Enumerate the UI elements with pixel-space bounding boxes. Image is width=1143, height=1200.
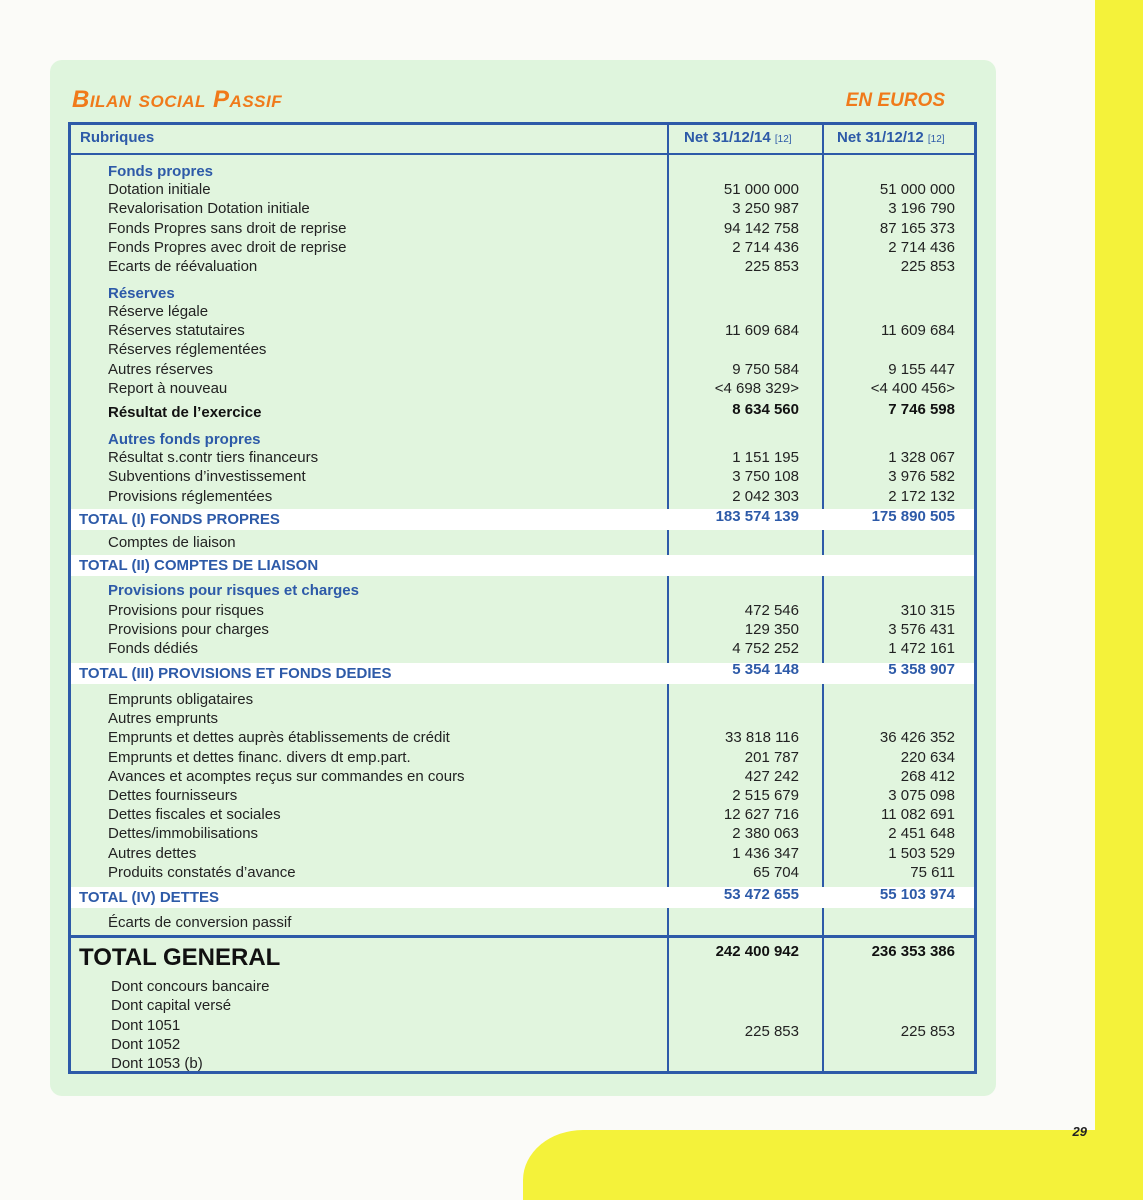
section-heading-row (71, 284, 974, 303)
row-label: Emprunts obligataires (108, 691, 254, 708)
value-2014: 94 142 758 (723, 220, 799, 237)
value-2014: 9 750 584 (732, 361, 799, 378)
value-2012: 75 611 (910, 864, 955, 881)
total-general-row (71, 943, 974, 973)
value-2012: 3 196 790 (888, 200, 955, 217)
row-label: Provisions pour risques et charges (108, 582, 359, 599)
row-label: TOTAL (III) PROVISIONS ET FONDS DEDIES (79, 665, 392, 682)
row-label: Dont 1052 (111, 1036, 181, 1053)
row-label: Fonds Propres avec droit de reprise (108, 239, 347, 256)
row-label: TOTAL GENERAL (79, 944, 281, 971)
header-net-2014: Net 31/12/14 [12] (684, 129, 792, 146)
table-row (71, 748, 974, 767)
value-2012: 51 000 000 (879, 181, 955, 198)
row-label: Emprunts et dettes financ. divers dt emp.part. (108, 749, 411, 766)
value-2014: 11 609 684 (725, 322, 799, 339)
row-label: Autres emprunts (108, 710, 219, 727)
row-label: Dettes/immobilisations (108, 825, 259, 842)
value-2012: 3 576 431 (888, 621, 955, 638)
row-label: Dotation initiale (108, 181, 211, 198)
table-row (71, 824, 974, 843)
total-general-divider (71, 935, 974, 938)
value-2014: 12 627 716 (723, 806, 799, 823)
value-2014: 5 354 148 (732, 661, 799, 678)
balance-table (68, 122, 977, 1074)
value-2012: 1 503 529 (888, 845, 955, 862)
page-number: 29 (1072, 1124, 1087, 1139)
total-row (71, 555, 974, 576)
row-label: Ecarts de réévaluation (108, 258, 258, 275)
value-2014: 225 853 (744, 258, 799, 275)
row-label: Fonds dédiés (108, 640, 199, 657)
table-row (71, 180, 974, 199)
value-2012: 225 853 (900, 258, 955, 275)
table-row (71, 1054, 974, 1073)
value-2014: 242 400 942 (715, 943, 799, 960)
value-2014: 2 380 063 (732, 825, 799, 842)
table-row (71, 805, 974, 824)
table-row (71, 767, 974, 786)
value-2012: 175 890 505 (871, 508, 955, 525)
row-label: Provisions réglementées (108, 488, 273, 505)
table-row (71, 709, 974, 728)
table-row (71, 996, 974, 1015)
table-row (71, 601, 974, 620)
panel-title: Bilan social Passif (72, 86, 283, 113)
row-label: Fonds propres (108, 163, 214, 180)
table-row (71, 863, 974, 882)
value-2012: 1 472 161 (888, 640, 955, 657)
value-2012: 36 426 352 (879, 729, 955, 746)
table-row (71, 639, 974, 658)
table-row (71, 379, 974, 398)
section-heading-row (71, 430, 974, 449)
table-row (71, 257, 974, 276)
value-2012: 268 412 (900, 768, 955, 785)
row-label: Autres dettes (108, 845, 197, 862)
table-row (71, 403, 974, 422)
header-rubriques: Rubriques (80, 129, 155, 146)
table-row (71, 690, 974, 709)
header-net-2012: Net 31/12/12 [12] (837, 129, 945, 146)
row-label: Réserve légale (108, 303, 209, 320)
value-2014: 3 750 108 (732, 468, 799, 485)
value-2014: 65 704 (753, 864, 799, 881)
row-label: Dettes fiscales et sociales (108, 806, 281, 823)
value-2014: 129 350 (744, 621, 799, 638)
value-2012: 2 172 132 (888, 488, 955, 505)
table-row (71, 360, 974, 379)
table-row (71, 620, 974, 639)
value-2014: 53 472 655 (723, 886, 799, 903)
row-label: Provisions pour charges (108, 621, 269, 638)
value-2012: <4 400 456> (870, 380, 955, 397)
value-2014: 427 242 (744, 768, 799, 785)
row-label: Report à nouveau (108, 380, 228, 397)
row-label: Dont concours bancaire (111, 978, 270, 995)
table-row (71, 321, 974, 340)
row-label: TOTAL (I) FONDS PROPRES (79, 511, 280, 528)
value-2012: 9 155 447 (888, 361, 955, 378)
value-2014: 4 752 252 (732, 640, 799, 657)
total-row (71, 663, 974, 684)
table-row (71, 340, 974, 359)
table-row (71, 199, 974, 218)
value-2014: 1 436 347 (732, 845, 799, 862)
value-2014: 33 818 116 (725, 729, 799, 746)
row-label: Fonds Propres sans droit de reprise (108, 220, 347, 237)
row-label: Résultat s.contr tiers financeurs (108, 449, 319, 466)
table-row (71, 844, 974, 863)
row-label: Dont capital versé (111, 997, 232, 1014)
row-label: TOTAL (II) COMPTES DE LIAISON (79, 557, 319, 574)
value-2014: 183 574 139 (715, 508, 799, 525)
row-label: Comptes de liaison (108, 534, 236, 551)
table-row (71, 467, 974, 486)
value-2012: 1 328 067 (888, 449, 955, 466)
value-2012: 2 451 648 (888, 825, 955, 842)
yellow-corner-shape (523, 1130, 1143, 1200)
value-2012: 2 714 436 (888, 239, 955, 256)
table-row (71, 977, 974, 996)
value-2014: 201 787 (744, 749, 799, 766)
table-row (71, 913, 974, 932)
value-2014: 2 515 679 (732, 787, 799, 804)
value-2012: 7 746 598 (888, 401, 955, 418)
header-divider (71, 153, 974, 155)
row-label: Réserves statutaires (108, 322, 245, 339)
value-2012: 55 103 974 (879, 886, 955, 903)
table-row (71, 533, 974, 552)
value-2014: 1 151 195 (732, 449, 799, 466)
value-2012: 87 165 373 (879, 220, 955, 237)
value-2012: 11 082 691 (881, 806, 955, 823)
value-2014: 51 000 000 (723, 181, 799, 198)
row-label: TOTAL (IV) DETTES (79, 889, 220, 906)
table-row (71, 219, 974, 238)
value-2012: 310 315 (900, 602, 955, 619)
value-2012: 225 853 (900, 1023, 955, 1040)
value-2012: 236 353 386 (871, 943, 955, 960)
row-label: Autres réserves (108, 361, 214, 378)
row-label: Provisions pour risques (108, 602, 264, 619)
value-2012: 5 358 907 (888, 661, 955, 678)
value-2014: 8 634 560 (732, 401, 799, 418)
table-row (71, 487, 974, 506)
row-label: Produits constatés d’avance (108, 864, 296, 881)
total-row (71, 509, 974, 530)
row-label: Réserves réglementées (108, 341, 267, 358)
row-label: Avances et acomptes reçus sur commandes en cours (108, 768, 465, 785)
section-heading-row (71, 162, 974, 181)
value-2012: 3 976 582 (888, 468, 955, 485)
row-label: Dont 1053 (b) (111, 1055, 203, 1072)
value-2012: 3 075 098 (888, 787, 955, 804)
row-label: Dettes fournisseurs (108, 787, 238, 804)
yellow-margin-strip (1095, 0, 1143, 1200)
value-2012: 11 609 684 (881, 322, 955, 339)
value-2014: 2 042 303 (732, 488, 799, 505)
section-heading-row (71, 581, 974, 600)
table-row (71, 448, 974, 467)
row-label: Subventions d’investissement (108, 468, 306, 485)
row-label: Résultat de l’exercice (108, 404, 262, 421)
value-2014: 2 714 436 (732, 239, 799, 256)
row-label: Emprunts et dettes auprès établissements de crédit (108, 729, 450, 746)
value-2014: 3 250 987 (732, 200, 799, 217)
row-label: Écarts de conversion passif (108, 914, 292, 931)
table-row (71, 786, 974, 805)
value-2014: 472 546 (744, 602, 799, 619)
value-2014: <4 698 329> (714, 380, 799, 397)
row-label: Revalorisation Dotation initiale (108, 200, 310, 217)
total-row (71, 887, 974, 908)
table-row (71, 302, 974, 321)
row-label: Réserves (108, 285, 175, 302)
value-2014: 225 853 (744, 1023, 799, 1040)
row-label: Autres fonds propres (108, 431, 261, 448)
table-row (71, 238, 974, 257)
panel-unit: EN EUROS (845, 90, 945, 111)
row-label: Dont 1051 (111, 1017, 181, 1034)
table-row (71, 1016, 974, 1035)
table-row (71, 728, 974, 747)
value-2012: 220 634 (900, 749, 955, 766)
